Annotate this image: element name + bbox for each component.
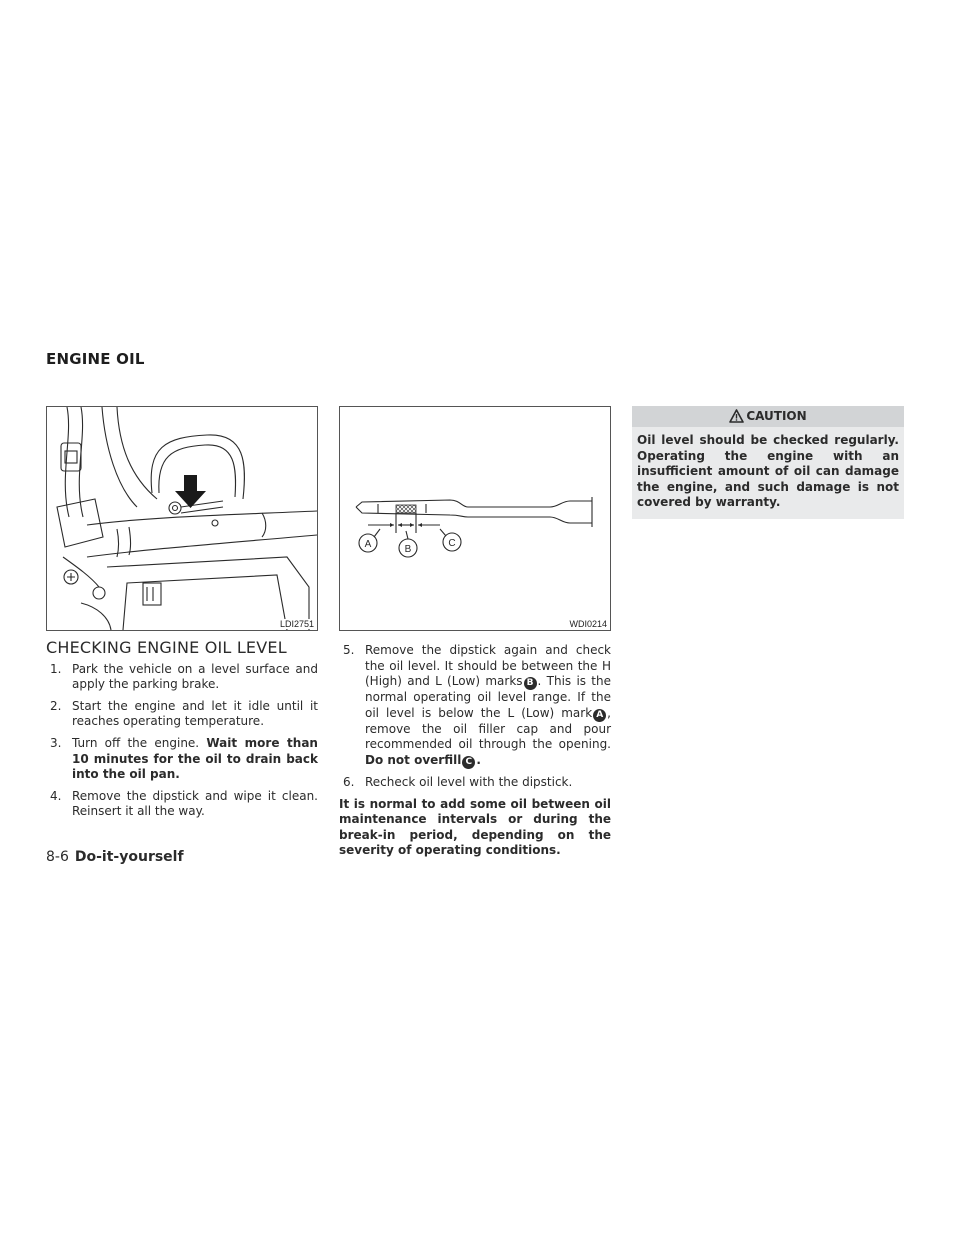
- step-4: 4. Remove the dipstick and wipe it clean. Reinsert it all the way.: [50, 788, 318, 819]
- engine-bay-drawing: [47, 407, 317, 630]
- step-6: 6. Recheck oil level with the dipstick.: [343, 774, 573, 789]
- caution-text: Oil level should be checked regularly. Operating the engine with an insufficient amount of oil can damage the engine, and such damage is not covered by warranty.: [637, 433, 899, 510]
- column-right: [632, 406, 904, 519]
- engine-bay-illustration: [46, 406, 318, 631]
- mark-a-icon: A: [593, 709, 606, 722]
- warning-icon: [729, 409, 744, 423]
- mark-c-icon: C: [462, 756, 475, 769]
- maintenance-note: It is normal to add some oil between oil maintenance intervals or during the break-in period, depending on the severity of operating conditions.: [339, 796, 611, 858]
- steps-list-continued: [339, 643, 611, 791]
- label-c: C: [448, 538, 456, 549]
- step-5: 5. Remove the dipstick again and check the oil level. It should be between the H (High) and L (Low) marks B . This is the normal operating oil level range. If the oil level is below the L (Low) mark A , remove the oil filler cap and pour recommended oil through the opening. Do not overfill C .: [343, 643, 612, 767]
- chapter-name: Do-it-yourself: [74, 849, 184, 865]
- caution-box: [632, 406, 904, 519]
- column-left: [46, 640, 318, 826]
- steps-list: [46, 662, 318, 820]
- dipstick-illustration: [339, 406, 611, 631]
- step-1: 1. Park the vehicle on a level surface and apply the parking brake.: [50, 661, 318, 692]
- page-number: 8-6: [46, 849, 69, 865]
- column-middle: [339, 643, 611, 871]
- caution-header: [632, 406, 904, 427]
- step-2: 2. Start the engine and let it idle until it reaches operating temperature.: [50, 698, 318, 729]
- subheading: CHECKING ENGINE OIL LEVEL: [46, 638, 287, 657]
- section-title: ENGINE OIL: [46, 350, 145, 368]
- figure-code-right: WDI0214: [569, 619, 607, 629]
- mark-b-icon: B: [524, 677, 537, 690]
- dipstick-drawing: [340, 407, 610, 630]
- label-a: A: [364, 539, 372, 550]
- figure-code-left: LDI2751: [279, 619, 314, 629]
- page-footer: [46, 849, 184, 865]
- label-b: B: [404, 544, 412, 555]
- step-3: 3. Turn off the engine. Wait more than 10 minutes for the oil to drain back into the oil pan.: [50, 735, 318, 782]
- caution-title: CAUTION: [746, 409, 807, 423]
